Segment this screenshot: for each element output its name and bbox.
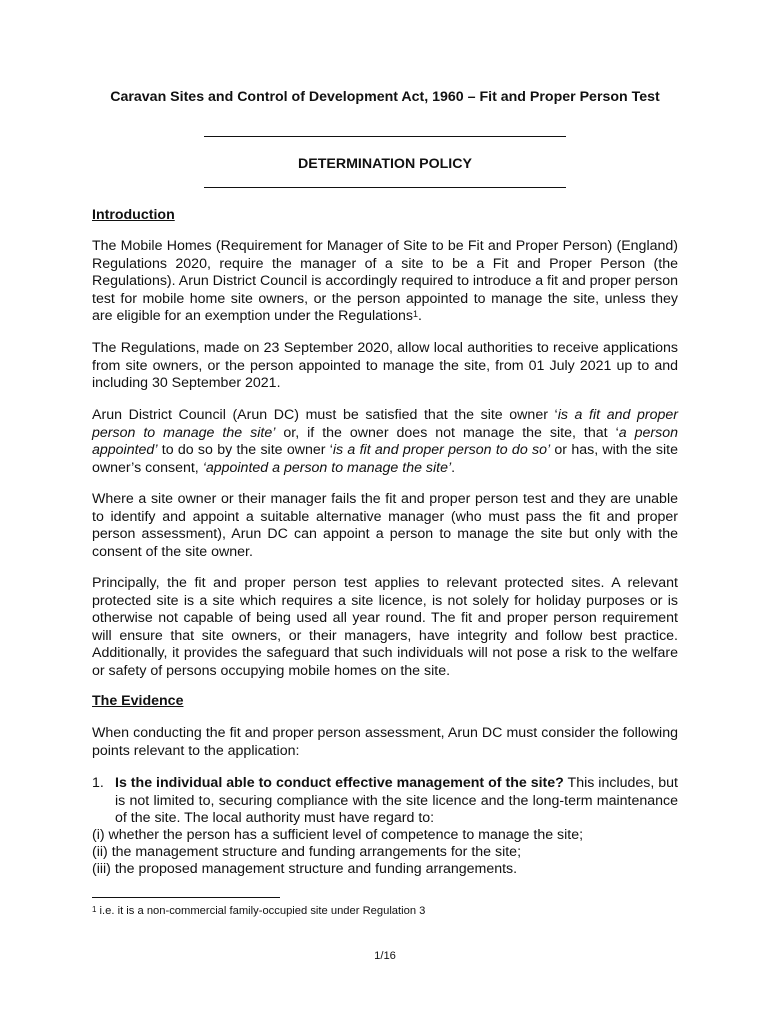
title-divider-bottom xyxy=(204,187,566,188)
footnote-reference: 1 xyxy=(413,309,419,320)
evidence-heading: The Evidence xyxy=(92,693,184,709)
intro-paragraph-3: Arun District Council (Arun DC) must be satisfied that the site owner ‘is a fit and proper person to manage the site’ or, if the owner does not manage the site, that ‘a person appointed’ to do so by the site owner ‘is a fit and proper person to do so’ or has, with the site owner’s consent, ‘appointed a person to manage the site’. xyxy=(92,407,679,476)
intro-paragraph-1: The Mobile Homes (Requirement for Manager of Site to be Fit and Proper Person) (England) Regulations 2020, require the manager of a site to be a Fit and Proper Person (the Regulations). Arun District Council is accordingly required to introduce a fit and proper person test for mobile home site owners, or the person appointed to manage the site, unless they are eligible for an exemption under the Regulations$^1$. xyxy=(92,238,678,325)
page-number: 1/16 xyxy=(374,950,396,962)
title-divider-top xyxy=(204,136,566,137)
intro-paragraph-5: Principally, the fit and proper person test applies to relevant protected sites. A relevant protected site is a site which requires a site licence, is not solely for holiday purposes or is otherwise not capable of being used all year round. The fit and proper person requirement will ensure that site owners, or their managers, have integrity and follow best practice. Additionally, it provides the safeguard that such individuals will not pose a risk to the welfare or safety of persons occupying mobile homes on the site. xyxy=(92,575,678,679)
evidence-intro-paragraph: When conducting the fit and proper person assessment, Arun DC must consider the following points relevant to the application: xyxy=(92,725,678,759)
list-item-question: Is the individual able to conduct effective management of the site? xyxy=(115,775,564,791)
sub-item-ii: (ii) the management structure and funding arrangements for the site; xyxy=(92,844,522,860)
sub-item-iii: (iii) the proposed management structure and funding arrangements. xyxy=(92,861,518,877)
document-title: Caravan Sites and Control of Development Act, 1960 – Fit and Proper Person Test xyxy=(110,89,660,105)
document-subtitle: DETERMINATION POLICY xyxy=(298,156,472,172)
introduction-heading: Introduction xyxy=(92,207,175,223)
footnote: $^1$ i.e. it is a non-commercial family-occupied site under Regulation 3 xyxy=(92,905,426,917)
footnote-marker: 1 xyxy=(92,905,97,914)
footnote-divider xyxy=(92,897,280,898)
intro-paragraph-4: Where a site owner or their manager fails the fit and proper person test and they are unable to identify and appoint a suitable alternative manager (who must pass the fit and proper person assessment), Arun DC can appoint a person to manage the site but only with the consent of the site owner. xyxy=(92,491,678,560)
list-number: 1. xyxy=(92,775,104,791)
evidence-list-item-1: 1. Is the individual able to conduct effective management of the site? This includes, but is not limited to, securing compliance with the site licence and the long-term maintenance of the site. The local authority must have regard to: xyxy=(92,775,678,827)
intro-paragraph-2: The Regulations, made on 23 September 2020, allow local authorities to receive applications from site owners, or the person appointed to manage the site, from 01 July 2021 up to and including 30 September 2021. xyxy=(92,340,678,392)
sub-item-i: (i) whether the person has a sufficient level of competence to manage the site; xyxy=(92,827,584,843)
